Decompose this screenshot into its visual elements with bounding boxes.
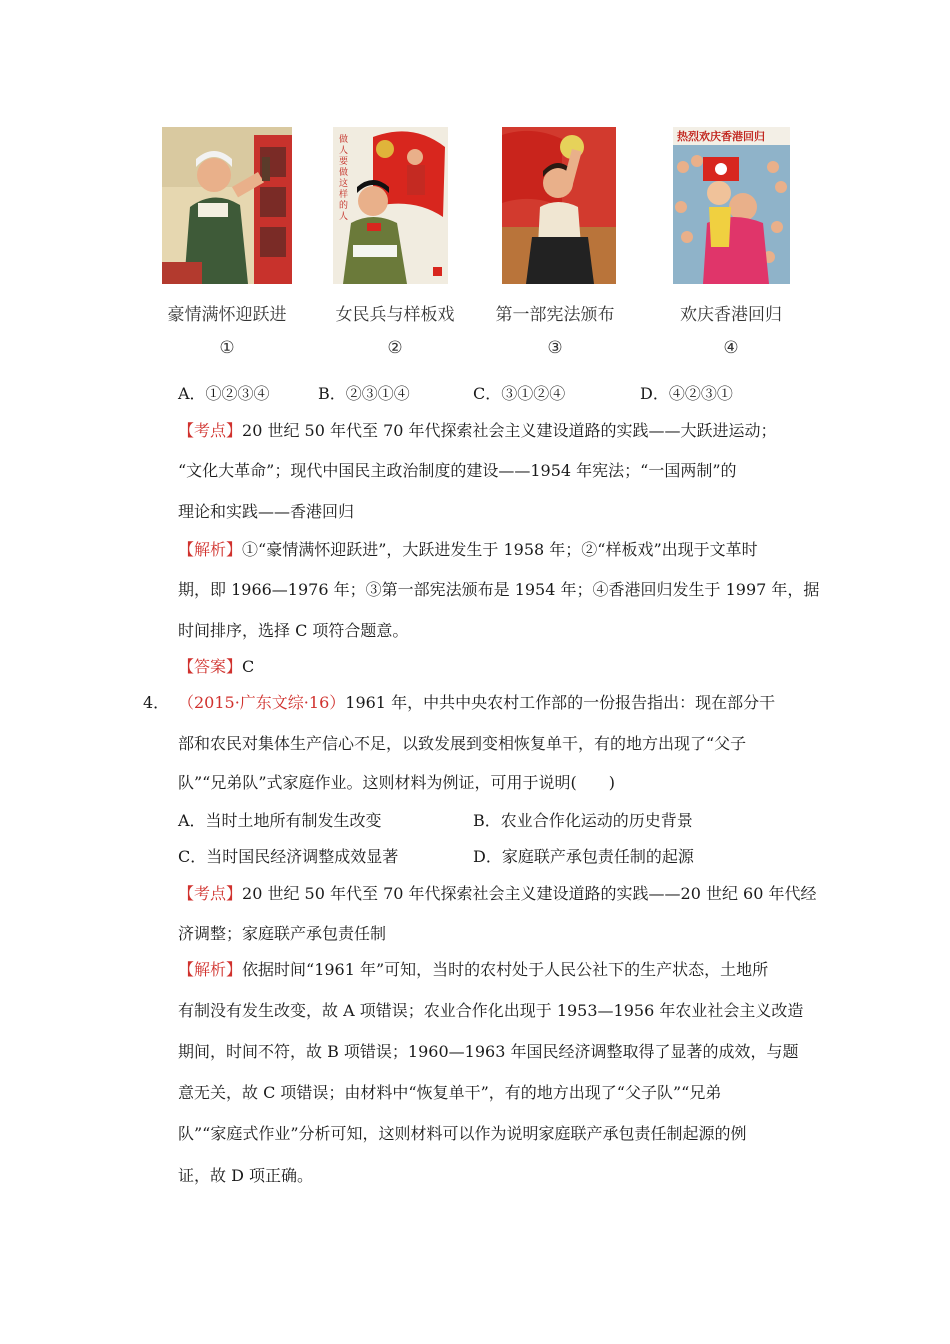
q3-jiexi-tag: 【解析】: [178, 540, 243, 559]
q4-kaodian-tag: 【考点】: [178, 884, 243, 903]
q4-kaodian-text-1: 20 世纪 50 年代至 70 年代探索社会主义建设道路的实践——20 世纪 60 年代经: [242, 884, 817, 903]
poster-number-3: ③: [547, 338, 563, 358]
poster-caption-4: 欢庆香港回归: [680, 305, 782, 325]
q4-option-a: A．当时土地所有制发生改变: [178, 811, 382, 830]
poster-image-2: [333, 127, 448, 284]
q4-jiexi-tag: 【解析】: [178, 960, 243, 979]
poster-4-banner-text: 热烈欢庆香港回归: [677, 130, 765, 143]
q3-answer-value: C: [242, 657, 255, 676]
q4-jiexi-line-2: 有制没有发生改变，故 A 项错误；农业合作化出现于 1953—1956 年农业社会主义改造: [178, 1001, 804, 1020]
poster-image-1: [162, 127, 292, 284]
q4-kaodian-line-1: [178, 884, 817, 904]
poster-number-4: ④: [723, 338, 739, 358]
q3-kaodian-line-1: [178, 421, 777, 441]
poster-image-3: [502, 127, 616, 284]
q3-jiexi-line-2: 期，即 1966—1976 年；③第一部宪法颁布是 1954 年；④香港回归发生于 1997 年，据: [178, 580, 820, 599]
q4-number: 4．: [143, 693, 170, 712]
q4-kaodian-line-2: 济调整；家庭联产承包责任制: [178, 924, 387, 943]
q3-option-a: A．①②③④: [178, 384, 270, 403]
q3-kaodian-text-1: 20 世纪 50 年代至 70 年代探索社会主义建设道路的实践——大跃进运动；: [242, 421, 777, 440]
q3-jiexi-line-1: [178, 540, 758, 560]
q4-jiexi-line-5: 队”“家庭式作业”分析可知，这则材料可以作为说明家庭联产承包责任制起源的例: [178, 1124, 747, 1143]
q4-option-b: B．农业合作化运动的历史背景: [473, 811, 693, 830]
q4-stem-line-1: [143, 693, 775, 713]
q4-jiexi-line-6: 证，故 D 项正确。: [178, 1166, 314, 1185]
q4-stem-line-3: 队”“兄弟队”式家庭作业。这则材料为例证，可用于说明( ): [178, 773, 616, 792]
q3-kaodian-line-2: “文化大革命”；现代中国民主政治制度的建设——1954 年宪法；“一国两制”的: [178, 461, 737, 480]
q4-jiexi-line-3: 期间，时间不符，故 B 项错误；1960—1963 年国民经济调整取得了显著的成效，与题: [178, 1042, 799, 1061]
q4-jiexi-line-4: 意无关，故 C 项错误；由材料中“恢复单干”，有的地方出现了“父子队”“兄弟: [178, 1083, 722, 1102]
q3-option-d: D．④②③①: [640, 384, 733, 403]
q3-option-b: B．②③①④: [318, 384, 410, 403]
q4-jiexi-line-1: [178, 960, 768, 980]
poster-caption-2: 女民兵与样板戏: [335, 305, 455, 325]
q3-answer-line: [178, 657, 254, 677]
q3-jiexi-text-1: ①“豪情满怀迎跃进”，大跃进发生于 1958 年；②“样板戏”出现于文革时: [242, 540, 758, 559]
q4-source: （2015·广东文综·16）: [178, 693, 346, 712]
poster-number-1: ①: [219, 338, 235, 358]
poster-caption-1: 豪情满怀迎跃进: [167, 305, 287, 325]
q4-option-c: C．当时国民经济调整成效显著: [178, 847, 399, 866]
q4-option-d: D．家庭联产承包责任制的起源: [473, 847, 694, 866]
q4-jiexi-text-1: 依据时间“1961 年”可知，当时的农村处于人民公社下的生产状态，土地所: [242, 960, 769, 979]
poster-image-4: [673, 127, 790, 284]
q4-stem-line-2: 部和农民对集体生产信心不足，以致发展到变相恢复单干，有的地方出现了“父子: [178, 734, 747, 753]
poster-caption-3: 第一部宪法颁布: [495, 305, 615, 325]
q3-kaodian-tag: 【考点】: [178, 421, 243, 440]
poster-number-2: ②: [387, 338, 403, 358]
poster-2-vertical-text: 做人要做这样的人: [339, 135, 349, 222]
q3-kaodian-line-3: 理论和实践——香港回归: [178, 502, 355, 521]
q4-stem-text-1: 1961 年，中共中央农村工作部的一份报告指出：现在部分干: [345, 693, 776, 712]
q3-option-c: C．③①②④: [473, 384, 566, 403]
q3-answer-tag: 【答案】: [178, 657, 243, 676]
q3-jiexi-line-3: 时间排序，选择 C 项符合题意。: [178, 621, 409, 640]
